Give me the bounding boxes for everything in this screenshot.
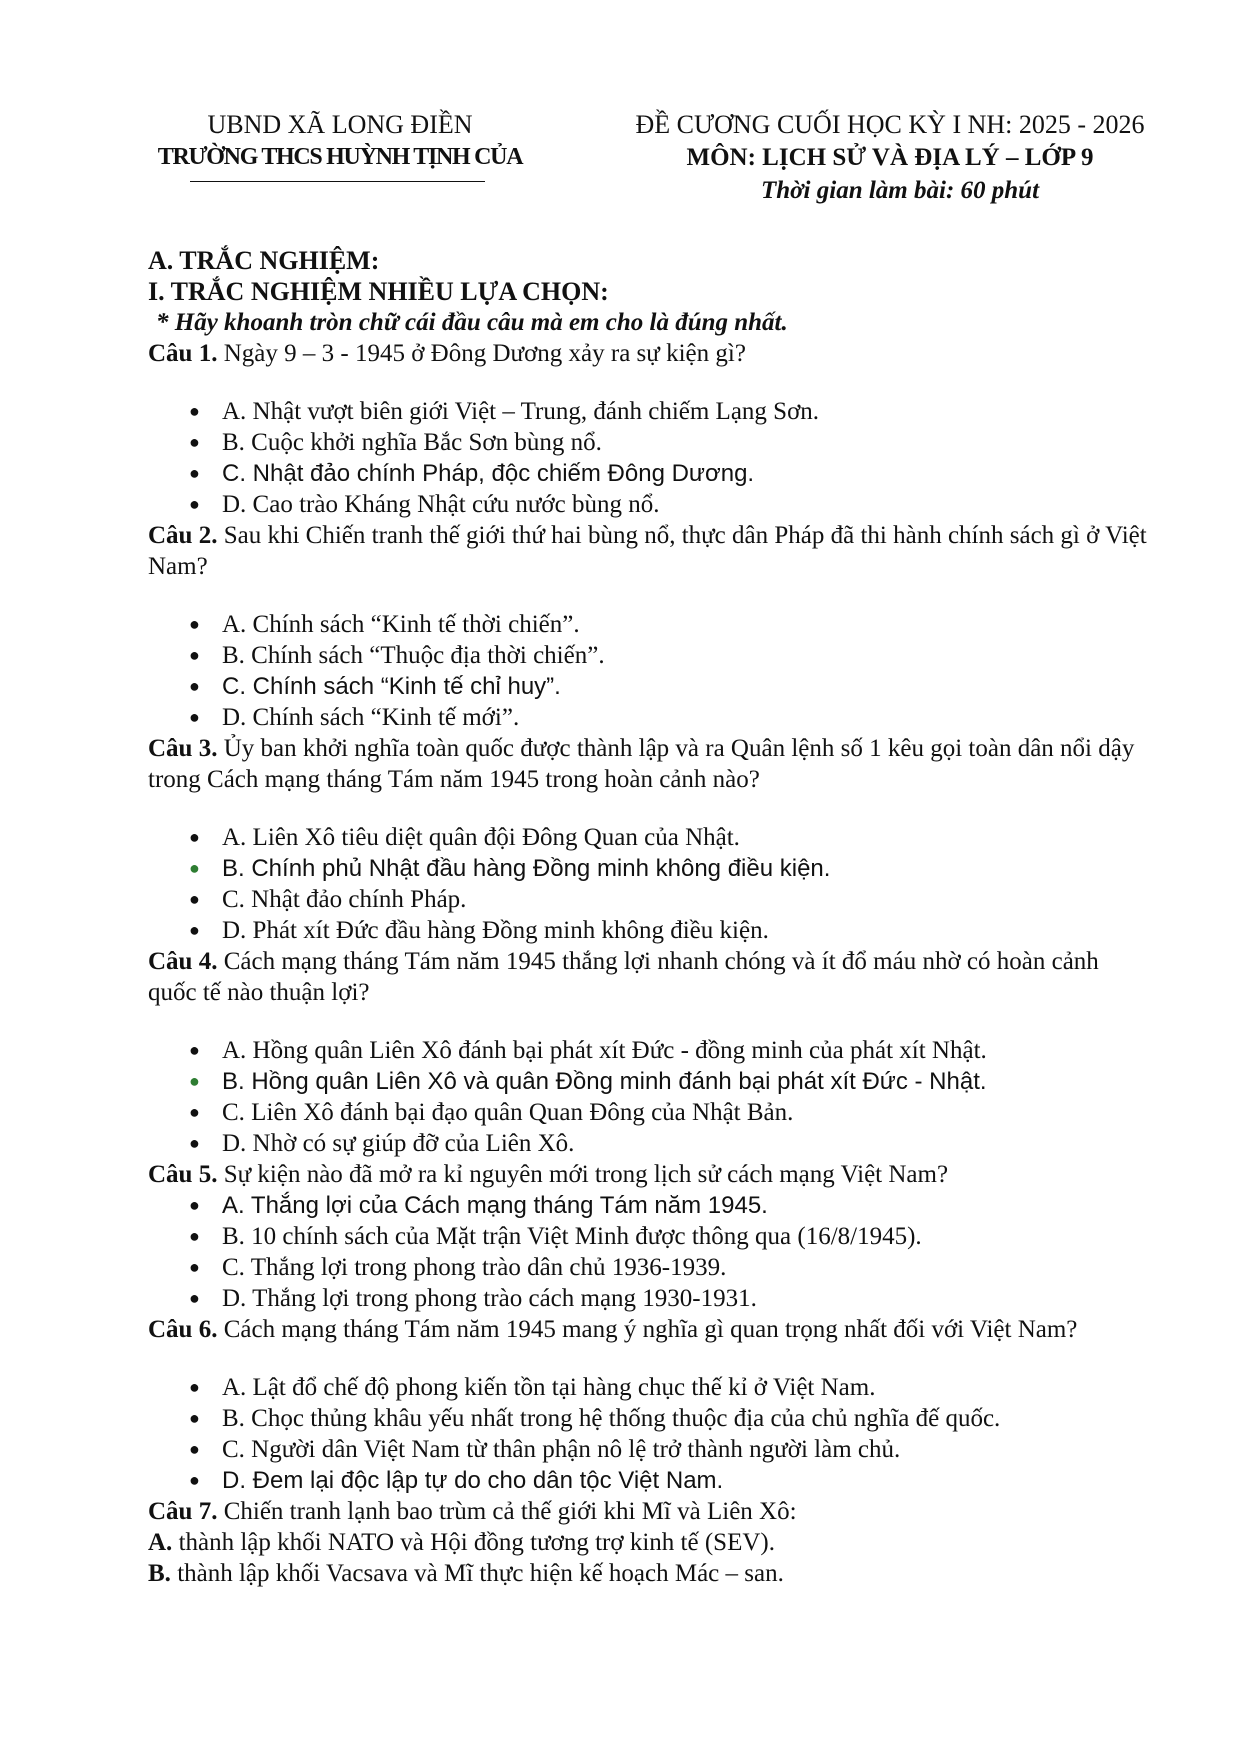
- options-3: [148, 822, 1148, 946]
- bullet-icon: ●: [189, 920, 200, 940]
- question-7: [148, 1496, 1148, 1527]
- bullet-icon: ●: [189, 614, 200, 634]
- options-6: [148, 1372, 1148, 1496]
- option-1a[interactable]: ● A. Nhật vượt biên giới Việt – Trung, đánh chiếm Lạng Sơn.: [189, 398, 820, 425]
- question-text: Cách mạng tháng Tám năm 1945 thắng lợi nhanh chóng và ít đổ máu nhờ có hoàn cảnh quốc tế nào thuận lợi?: [148, 948, 1099, 1006]
- options-4: [148, 1035, 1148, 1159]
- bullet-icon: ●: [189, 432, 200, 452]
- option-2a[interactable]: ● A. Chính sách “Kinh tế thời chiến”.: [189, 611, 580, 638]
- question-label: Câu 2.: [148, 522, 218, 549]
- question-text: Sau khi Chiến tranh thế giới thứ hai bùng nổ, thực dân Pháp đã thi hành chính sách gì ở Việt Nam?: [148, 522, 1147, 580]
- bullet-icon: ●: [189, 1226, 200, 1246]
- question-5: [148, 1159, 1148, 1190]
- options-5: [148, 1190, 1148, 1314]
- bullet-icon: ●: [189, 1377, 200, 1397]
- option-2b[interactable]: ● B. Chính sách “Thuộc địa thời chiến”.: [189, 642, 605, 669]
- option-5d[interactable]: ● D. Thắng lợi trong phong trào cách mạng 1930-1931.: [189, 1285, 757, 1312]
- bullet-icon: ●: [189, 1408, 200, 1428]
- bullet-icon: ●: [189, 645, 200, 665]
- bullet-icon: ●: [189, 1470, 200, 1490]
- school-name: TRƯỜNG THCS HUỲNH TỊNH CỦA: [157, 144, 523, 170]
- option-7b[interactable]: [148, 1558, 1148, 1589]
- bullet-icon: ●: [189, 401, 200, 421]
- question-text: Chiến tranh lạnh bao trùm cả thế giới khi Mĩ và Liên Xô:: [217, 1498, 797, 1525]
- option-6c[interactable]: ● C. Người dân Việt Nam từ thân phận nô lệ trở thành người làm chủ.: [189, 1436, 901, 1463]
- option-5a[interactable]: ● A. Thắng lợi của Cách mạng tháng Tám năm 1945.: [189, 1192, 768, 1219]
- content: [148, 245, 1148, 1589]
- question-label: Câu 3.: [148, 735, 218, 762]
- option-letter: B.: [148, 1560, 171, 1587]
- bullet-icon: ●: [189, 494, 200, 514]
- bullet-icon: ●: [189, 1040, 200, 1060]
- question-label: Câu 1.: [148, 340, 218, 367]
- document-title: ĐỀ CƯƠNG CUỐI HỌC KỲ I NH: 2025 - 2026: [635, 110, 1145, 139]
- bullet-icon: ●: [189, 1439, 200, 1459]
- option-4c[interactable]: ● C. Liên Xô đánh bại đạo quân Quan Đông của Nhật Bản.: [189, 1099, 794, 1126]
- question-label: Câu 5.: [148, 1161, 218, 1188]
- option-4d[interactable]: ● D. Nhờ có sự giúp đỡ của Liên Xô.: [189, 1130, 575, 1157]
- option-4b[interactable]: ● B. Hồng quân Liên Xô và quân Đồng minh đánh bại phát xít Đức - Nhật.: [189, 1068, 987, 1095]
- question-text: Ủy ban khởi nghĩa toàn quốc được thành lập và ra Quân lệnh số 1 kêu gọi toàn dân nổi dậy trong Cách mạng tháng Tám năm 1945 trong hoàn cảnh nào?: [148, 735, 1135, 793]
- question-1: [148, 338, 1148, 369]
- bullet-icon: ●: [189, 1133, 200, 1153]
- option-2d[interactable]: ● D. Chính sách “Kinh tế mới”.: [189, 704, 520, 731]
- option-6b[interactable]: ● B. Chọc thủng khâu yếu nhất trong hệ thống thuộc địa của chủ nghĩa đế quốc.: [189, 1405, 1001, 1432]
- question-2: [148, 520, 1148, 582]
- question-6: [148, 1314, 1148, 1345]
- bullet-icon: ●: [189, 1288, 200, 1308]
- option-5b[interactable]: ● B. 10 chính sách của Mặt trận Việt Minh được thông qua (16/8/1945).: [189, 1223, 922, 1250]
- option-3b[interactable]: ● B. Chính phủ Nhật đầu hàng Đồng minh không điều kiện.: [189, 855, 831, 882]
- question-label: Câu 7.: [148, 1498, 218, 1525]
- section-heading-a: A. TRẮC NGHIỆM:: [148, 246, 380, 275]
- bullet-icon: ●: [189, 707, 200, 727]
- question-text: Sự kiện nào đã mở ra kỉ nguyên mới trong lịch sử cách mạng Việt Nam?: [217, 1161, 949, 1188]
- question-4: [148, 946, 1148, 1008]
- options-1: [148, 396, 1148, 520]
- bullet-icon: ●: [189, 827, 200, 847]
- option-7a[interactable]: [148, 1527, 1148, 1558]
- option-3d[interactable]: ● D. Phát xít Đức đầu hàng Đồng minh không điều kiện.: [189, 917, 769, 944]
- bullet-icon: ●: [189, 1102, 200, 1122]
- options-2: [148, 609, 1148, 733]
- bullet-icon: ●: [189, 676, 200, 696]
- question-label: Câu 6.: [148, 1316, 218, 1343]
- bullet-icon: ●: [189, 889, 200, 909]
- option-text: thành lập khối NATO và Hội đồng tương trợ kinh tế (SEV).: [172, 1529, 775, 1556]
- subject-line: MÔN: LỊCH SỬ VÀ ĐỊA LÝ – LỚP 9: [686, 144, 1094, 171]
- option-5c[interactable]: ● C. Thắng lợi trong phong trào dân chủ 1936-1939.: [189, 1254, 727, 1281]
- option-text: thành lập khối Vacsava và Mĩ thực hiện kế hoạch Mác – san.: [170, 1560, 784, 1587]
- option-1b[interactable]: ● B. Cuộc khởi nghĩa Bắc Sơn bùng nổ.: [189, 429, 602, 456]
- bullet-icon: ●: [189, 1257, 200, 1277]
- header-divider: [190, 181, 485, 182]
- option-6a[interactable]: ● A. Lật đổ chế độ phong kiến tồn tại hàng chục thế kỉ ở Việt Nam.: [189, 1374, 876, 1401]
- bullet-icon: ●: [189, 858, 200, 878]
- header-right: [590, 108, 1190, 207]
- question-text: Cách mạng tháng Tám năm 1945 mang ý nghĩa gì quan trọng nhất đối với Việt Nam?: [217, 1316, 1078, 1343]
- option-4a[interactable]: ● A. Hồng quân Liên Xô đánh bại phát xít Đức - đồng minh của phát xít Nhật.: [189, 1037, 987, 1064]
- option-3a[interactable]: ● A. Liên Xô tiêu diệt quân đội Đông Quan của Nhật.: [189, 824, 740, 851]
- bullet-icon: ●: [189, 1195, 200, 1215]
- option-3c[interactable]: ● C. Nhật đảo chính Pháp.: [189, 886, 467, 913]
- bullet-icon: ●: [189, 463, 200, 483]
- question-3: [148, 733, 1148, 795]
- time-limit: Thời gian làm bài: 60 phút: [760, 177, 1040, 204]
- question-text: Ngày 9 – 3 - 1945 ở Đông Dương xảy ra sự kiện gì?: [217, 340, 746, 367]
- option-2c[interactable]: ● C. Chính sách “Kinh tế chỉ huy”.: [189, 673, 561, 700]
- option-1c[interactable]: ● C. Nhật đảo chính Pháp, độc chiếm Đông Dương.: [189, 460, 755, 487]
- header-left: [130, 108, 550, 174]
- question-label: Câu 4.: [148, 948, 218, 975]
- option-letter: A.: [148, 1529, 173, 1556]
- instruction: * Hãy khoanh tròn chữ cái đầu câu mà em cho là đúng nhất.: [156, 309, 788, 336]
- section-heading-i: I. TRẮC NGHIỆM NHIỀU LỰA CHỌN:: [148, 277, 609, 306]
- option-6d[interactable]: ● D. Đem lại độc lập tự do cho dân tộc Việt Nam.: [189, 1467, 724, 1494]
- org-name: UBND XÃ LONG ĐIỀN: [207, 110, 473, 139]
- option-1d[interactable]: ● D. Cao trào Kháng Nhật cứu nước bùng nổ.: [189, 491, 660, 518]
- bullet-icon: ●: [189, 1071, 200, 1091]
